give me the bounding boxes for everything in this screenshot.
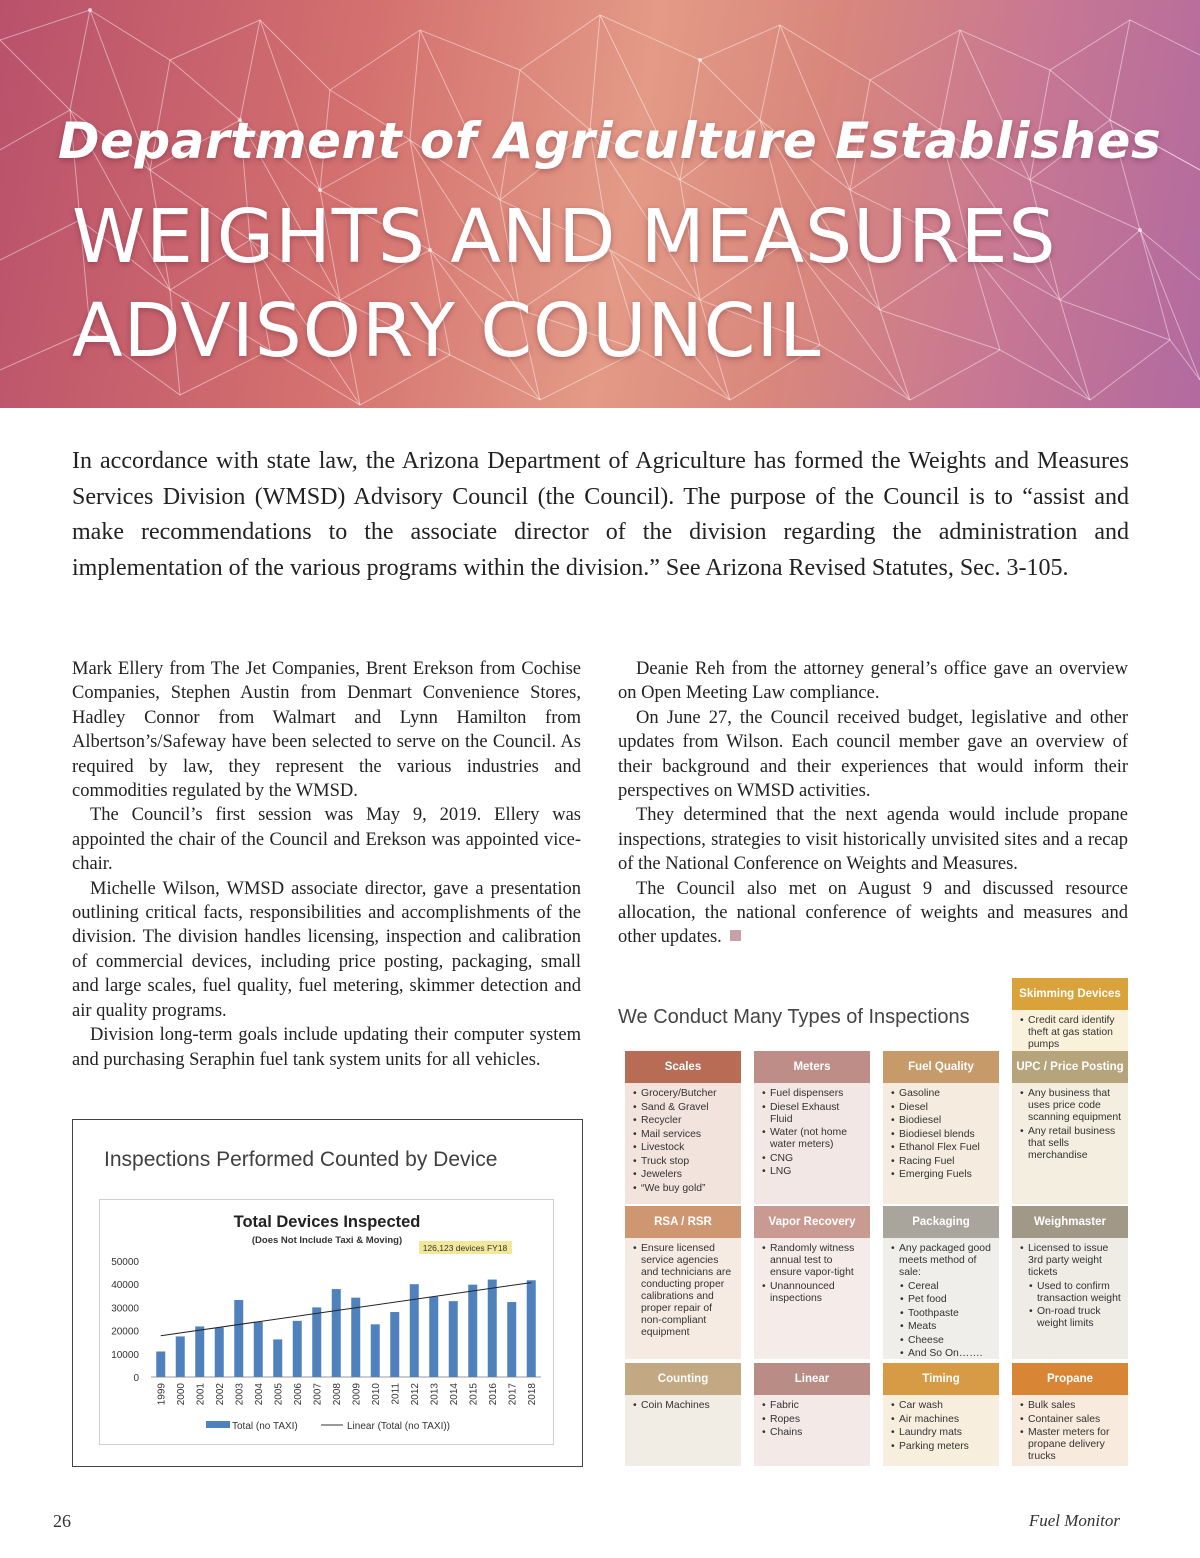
inspection-card-weighmaster <box>1012 1206 1128 1359</box>
x-tick-label: 2005 <box>273 1383 285 1406</box>
inspection-card-title: Propane <box>1012 1363 1128 1395</box>
x-tick-label: 2004 <box>253 1383 265 1406</box>
right-column <box>618 657 1128 950</box>
left-paragraph-2: The Council’s first session was May 9, 2019. Ellery was appointed the chair of the Council and Erekson was appointed vice-chair. <box>72 805 581 875</box>
bar <box>176 1336 185 1377</box>
inspection-card-title: Counting <box>625 1363 741 1395</box>
headline-line-2: ADVISORY COUNCIL <box>72 288 822 374</box>
publication-name: Fuel Monitor <box>1028 1511 1120 1530</box>
legend-label-trendline: Linear (Total (no TAXI)) <box>347 1421 451 1432</box>
inspection-card-vapor-recovery <box>754 1206 870 1359</box>
inspection-card-fuel-quality <box>883 1051 999 1204</box>
bar <box>468 1285 477 1377</box>
bar <box>527 1280 536 1377</box>
inspection-card-title: Packaging <box>883 1206 999 1238</box>
inspection-card-list <box>1012 1083 1128 1169</box>
inspection-card-title: Scales <box>625 1051 741 1083</box>
left-paragraph-4: Division long-term goals include updating their computer system and purchasing Seraphin fuel tank system units for all vehicles. <box>72 1025 581 1070</box>
intro-paragraph: In accordance with state law, the Arizona Department of Agriculture has formed the Weights and Measures Services Division (WMSD) Advisory Council (the Council). The purpose of the Council is to “assist and make recommendations to the associate director of the division regarding the administration and implementation of the various programs within the division.” See Arizona Revised Statutes, Sec. 3-105. <box>72 448 1129 581</box>
y-tick-label: 0 <box>133 1373 139 1384</box>
bar <box>293 1321 302 1377</box>
inspection-subitem: • Cheese <box>891 1335 993 1347</box>
bar <box>332 1289 341 1377</box>
y-tick-label: 40000 <box>111 1280 139 1292</box>
x-tick-label: 2009 <box>351 1383 363 1406</box>
bar <box>234 1300 243 1377</box>
inspection-card-skimming-devices <box>1012 978 1128 1051</box>
left-paragraph-1: Mark Ellery from The Jet Companies, Brent Erekson from Cochise Companies, Stephen Austin from Denmart Convenience Stores, Hadley Connor from Walmart and Lynn Hamilton from Albertson’s/Safeway have been selected to serve on the Council. As required by law, they represent the various industries and commodities regulated by the WMSD. <box>72 659 581 802</box>
inspection-item: • Parking meters <box>891 1441 993 1453</box>
inspection-item: • Emerging Fuels <box>891 1169 993 1181</box>
bar <box>488 1280 497 1377</box>
page-number: 26 <box>53 1511 71 1531</box>
inspection-card-rsa-rsr <box>625 1206 741 1359</box>
y-tick-label: 20000 <box>111 1326 139 1338</box>
inspection-item: • Container sales <box>1020 1414 1122 1426</box>
inspection-card-list <box>754 1395 870 1447</box>
inspection-card-list <box>883 1395 999 1460</box>
inspection-item: • Laundry mats <box>891 1427 993 1439</box>
x-tick-label: 2011 <box>390 1383 402 1405</box>
inspection-card-title: Meters <box>754 1051 870 1083</box>
x-tick-label: 2001 <box>195 1383 207 1406</box>
inspection-subitem: • Meats <box>891 1321 993 1333</box>
bar <box>351 1298 360 1377</box>
inspection-subitem: • And So On……. <box>891 1348 993 1360</box>
inspection-item: • Licensed to issue 3rd party weight tickets <box>1020 1243 1122 1279</box>
inspection-card-title: Linear <box>754 1363 870 1395</box>
inspection-card-title: UPC / Price Posting <box>1012 1051 1128 1083</box>
inspection-card-title: Timing <box>883 1363 999 1395</box>
inspection-card-title: Skimming Devices <box>1012 978 1128 1010</box>
inspection-item: • Any business that uses price code scanning equipment <box>1020 1088 1122 1124</box>
bar <box>215 1328 224 1377</box>
inspection-card-linear <box>754 1363 870 1466</box>
bar <box>254 1322 263 1377</box>
right-paragraph-3: They determined that the next agenda would include propane inspections, strategies to visit historically unvisited sites and a recap of the National Conference on Weights and Measures. <box>618 805 1128 875</box>
inspection-item: • Ropes <box>762 1414 864 1426</box>
inspection-item: • Water (not home water meters) <box>762 1127 864 1151</box>
x-tick-label: 2015 <box>468 1383 480 1406</box>
bar <box>312 1307 321 1377</box>
inspection-card-list <box>1012 1395 1128 1471</box>
end-mark-icon <box>730 930 741 941</box>
x-tick-label: 2014 <box>448 1383 460 1406</box>
inspection-card-meters <box>754 1051 870 1204</box>
bar <box>429 1297 438 1377</box>
x-tick-label: 2007 <box>312 1383 324 1406</box>
chart-heading: Inspections Performed Counted by Device <box>104 1148 498 1171</box>
inspection-item: • Sand & Gravel <box>633 1102 735 1114</box>
x-tick-label: 2018 <box>526 1383 538 1406</box>
banner-kicker: Department of Agriculture Establishes <box>58 112 1162 170</box>
page-title <box>72 190 1056 378</box>
inspection-card-propane <box>1012 1363 1128 1466</box>
inspection-item: • Car wash <box>891 1400 993 1412</box>
chart-annotation: 126,123 devices FY18 <box>422 1243 508 1253</box>
x-tick-label: 2016 <box>487 1383 499 1406</box>
inspection-card-timing <box>883 1363 999 1466</box>
inspection-item: • “We buy gold” <box>633 1183 735 1195</box>
bar <box>273 1339 282 1377</box>
inspection-subitem: • Used to confirm transaction weight <box>1020 1281 1122 1305</box>
inspection-item: • Chains <box>762 1427 864 1439</box>
inspection-item: • Racing Fuel <box>891 1156 993 1168</box>
inspection-card-list <box>625 1238 741 1347</box>
inspection-item: • Unannounced inspections <box>762 1281 864 1305</box>
inspection-item: • Master meters for propane delivery trucks <box>1020 1427 1122 1463</box>
inspection-subitem: • Pet food <box>891 1294 993 1306</box>
legend-label-bars: Total (no TAXI) <box>232 1421 298 1432</box>
inspection-item: • Jewelers <box>633 1169 735 1181</box>
inspection-item: • Fabric <box>762 1400 864 1412</box>
inspection-subitem: • On-road truck weight limits <box>1020 1306 1122 1330</box>
bar <box>156 1351 165 1377</box>
right-paragraph-4-text: The Council also met on August 9 and discussed resource allocation, the national conference of weights and measures and other updates. <box>618 878 1128 948</box>
inspection-item: • Bulk sales <box>1020 1400 1122 1412</box>
y-tick-label: 50000 <box>111 1257 139 1268</box>
x-tick-label: 2013 <box>429 1383 441 1406</box>
inspection-item: • Diesel Exhaust Fluid <box>762 1102 864 1126</box>
inspection-item: • Air machines <box>891 1414 993 1426</box>
right-paragraph-4 <box>618 877 1128 950</box>
inspection-subitem: • Toothpaste <box>891 1308 993 1320</box>
inspection-card-upc-price-posting <box>1012 1051 1128 1204</box>
bar-chart <box>99 1199 554 1445</box>
inspection-card-counting <box>625 1363 741 1466</box>
inspection-card-title: RSA / RSR <box>625 1206 741 1238</box>
inspection-card-scales <box>625 1051 741 1204</box>
inspection-item: • Credit card identify theft at gas station pumps <box>1020 1015 1122 1051</box>
inspection-card-list <box>1012 1238 1128 1338</box>
x-tick-label: 1999 <box>156 1383 168 1406</box>
chart-subtitle: (Does Not Include Taxi & Moving) <box>251 1235 403 1246</box>
bar <box>449 1301 458 1377</box>
inspection-card-title: Weighmaster <box>1012 1206 1128 1238</box>
inspection-card-list <box>883 1083 999 1189</box>
bar <box>507 1302 516 1377</box>
headline-line-1: WEIGHTS AND MEASURES <box>72 194 1057 280</box>
inspection-item: • Mail services <box>633 1129 735 1141</box>
chart-title: Total Devices Inspected <box>233 1213 421 1231</box>
x-tick-label: 2002 <box>214 1383 226 1406</box>
inspection-item: • Any packaged good meets method of sale: <box>891 1243 993 1279</box>
bar <box>195 1326 204 1377</box>
x-tick-label: 2008 <box>331 1383 343 1406</box>
inspection-card-packaging <box>883 1206 999 1359</box>
left-column <box>72 657 581 1072</box>
right-paragraph-2: On June 27, the Council received budget, legislative and other updates from Wilson. Each council member gave an overview of their background and their experiences that would inform their perspectives on WMSD activities. <box>618 707 1128 802</box>
inspection-card-list <box>625 1395 741 1420</box>
inspections-title: We Conduct Many Types of Inspections <box>618 1006 970 1028</box>
inspection-item: • Coin Machines <box>633 1400 735 1412</box>
inspection-subitem: • Cereal <box>891 1281 993 1293</box>
inspection-card-list <box>754 1238 870 1312</box>
x-tick-label: 2003 <box>234 1383 246 1406</box>
inspection-card-list <box>754 1083 870 1186</box>
inspection-item: • Biodiesel <box>891 1115 993 1127</box>
x-tick-label: 2017 <box>507 1383 519 1406</box>
x-tick-label: 2010 <box>370 1383 382 1406</box>
inspection-item: • Diesel <box>891 1102 993 1114</box>
inspection-item: • Ethanol Flex Fuel <box>891 1142 993 1154</box>
inspection-item: • Ensure licensed service agencies and technicians are conducting proper calibrations and proper repair of non-compliant equipment <box>633 1243 735 1339</box>
x-tick-label: 2000 <box>175 1383 187 1406</box>
inspection-item: • Grocery/Butcher <box>633 1088 735 1100</box>
inspection-item: • Any retail business that sells merchandise <box>1020 1126 1122 1162</box>
inspection-item: • Gasoline <box>891 1088 993 1100</box>
x-tick-label: 2006 <box>292 1383 304 1406</box>
inspection-item: • Fuel dispensers <box>762 1088 864 1100</box>
inspection-card-list <box>625 1083 741 1202</box>
bar <box>371 1324 380 1377</box>
inspection-item: • CNG <box>762 1153 864 1165</box>
left-paragraph-3: Michelle Wilson, WMSD associate director, gave a presentation outlining critical facts, responsibilities and accomplishments of the division. The division handles licensing, inspection and calibration of commercial devices, including price posting, packaging, small and large scales, fuel quality, fuel metering, skimmer detection and air quality programs. <box>72 878 581 1021</box>
y-tick-label: 30000 <box>111 1303 139 1315</box>
inspection-card-title: Vapor Recovery <box>754 1206 870 1238</box>
bar <box>410 1284 419 1377</box>
inspection-card-title: Fuel Quality <box>883 1051 999 1083</box>
inspection-item: • LNG <box>762 1166 864 1178</box>
legend-swatch-bars <box>206 1421 230 1428</box>
inspection-item: • Randomly witness annual test to ensure vapor-tight <box>762 1243 864 1279</box>
inspection-item: • Recycler <box>633 1115 735 1127</box>
inspection-item: • Biodiesel blends <box>891 1129 993 1141</box>
inspection-item: • Truck stop <box>633 1156 735 1168</box>
y-tick-label: 10000 <box>111 1349 139 1361</box>
bar <box>390 1312 399 1377</box>
inspection-card-list <box>883 1238 999 1368</box>
x-tick-label: 2012 <box>409 1383 421 1406</box>
hero-banner <box>0 0 1200 408</box>
right-paragraph-1: Deanie Reh from the attorney general’s office gave an overview on Open Meeting Law compliance. <box>618 659 1128 704</box>
inspection-item: • Livestock <box>633 1142 735 1154</box>
